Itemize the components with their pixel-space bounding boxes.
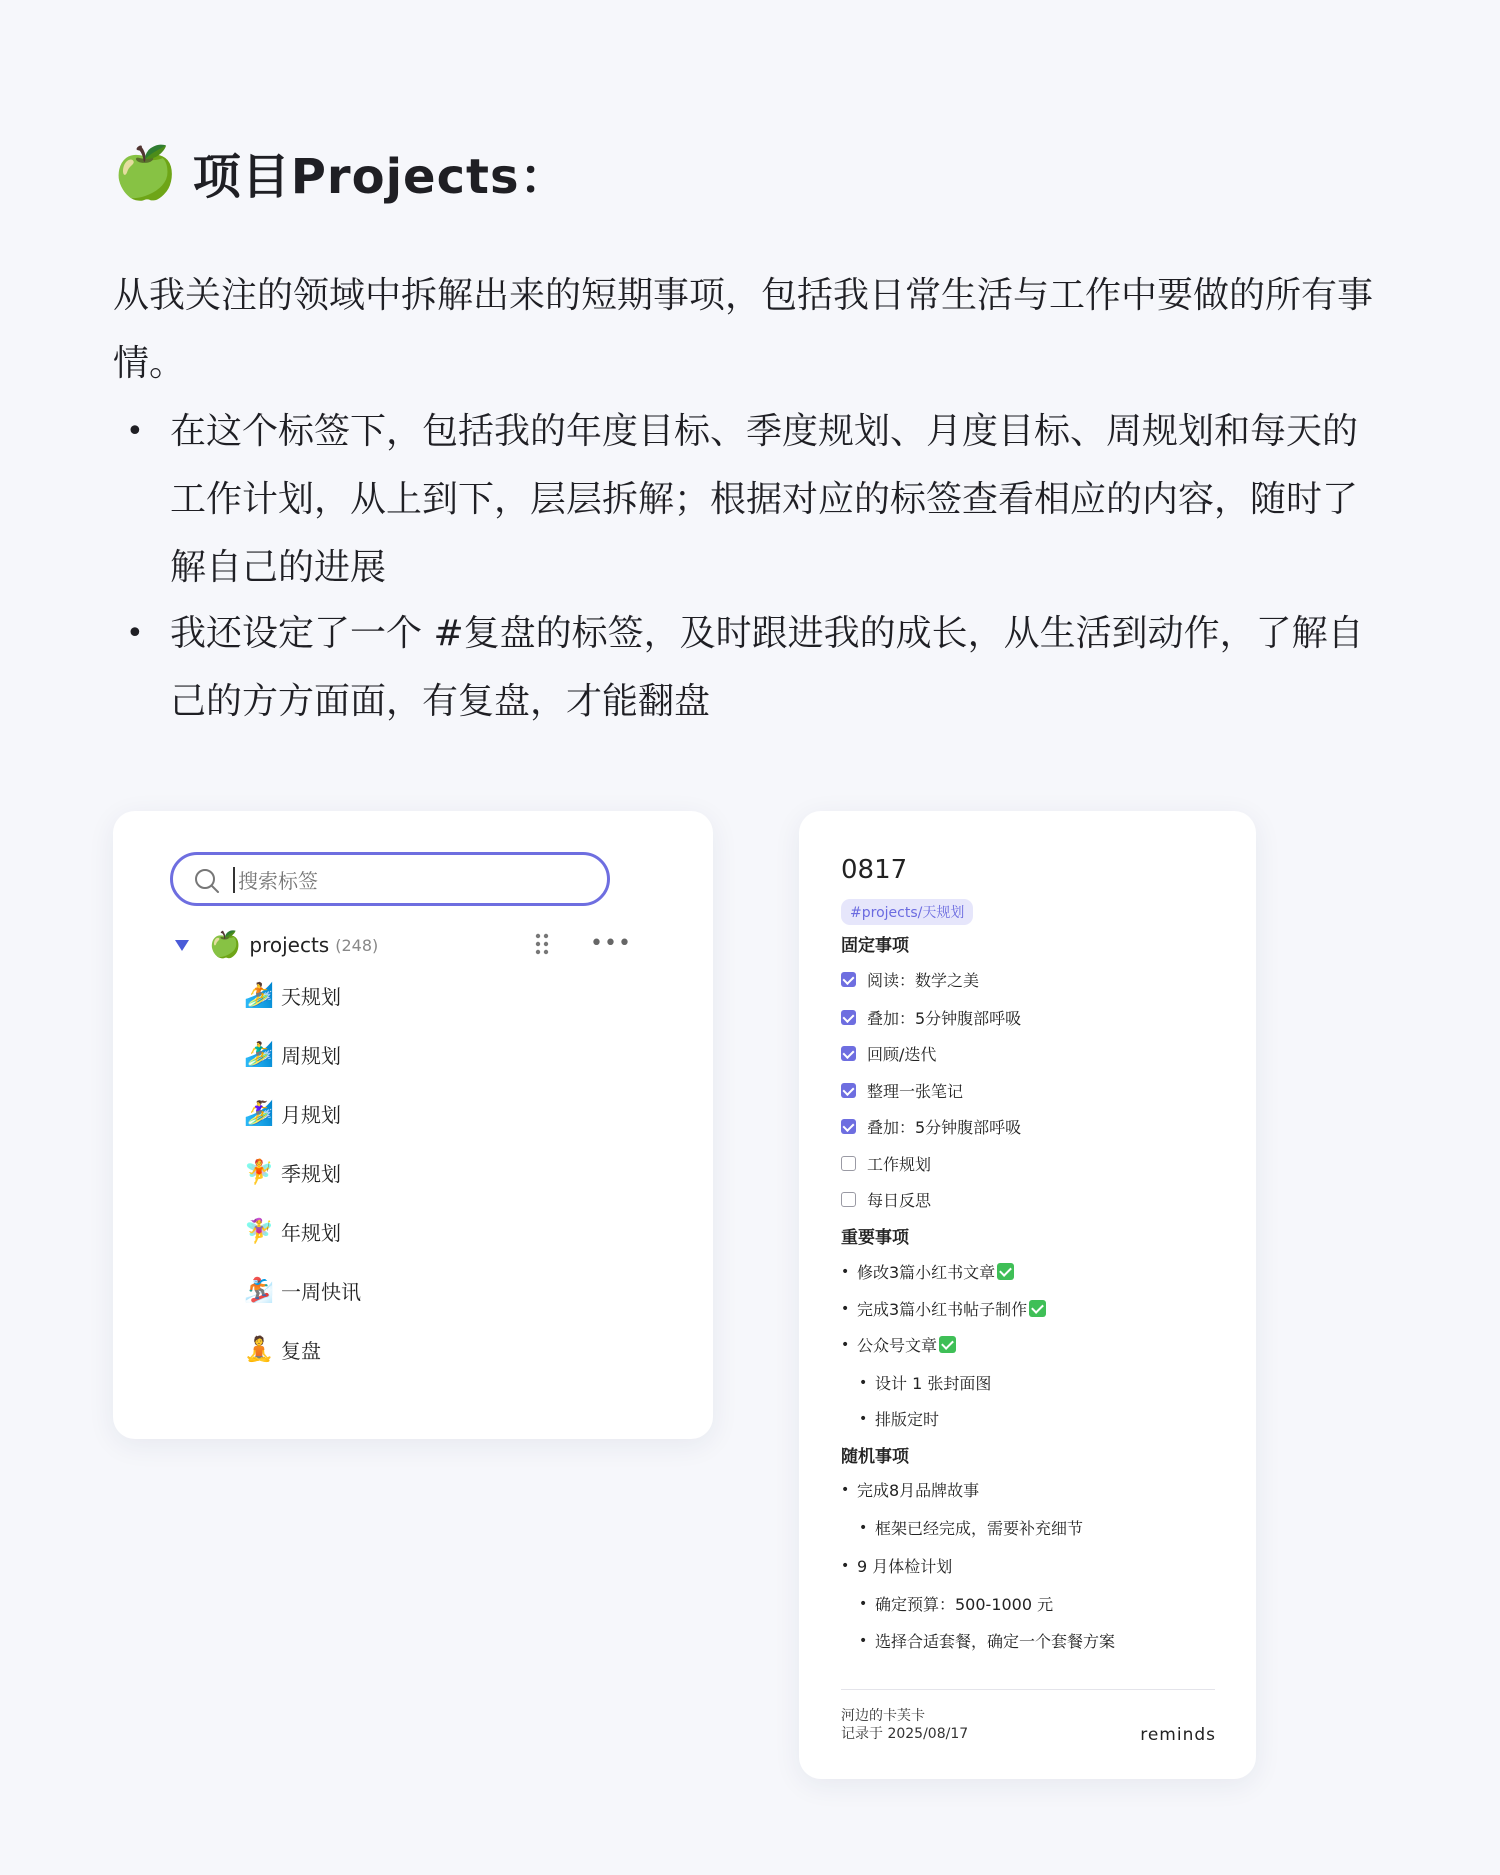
checkbox-unchecked[interactable] — [841, 1156, 856, 1171]
list-item-nested — [859, 1629, 1115, 1652]
list-text: 框架已经完成，需要补充细节 — [875, 1519, 1084, 1538]
list-item-nested — [859, 1371, 991, 1394]
section-heading: 随机事项 — [841, 1447, 909, 1467]
note-tag[interactable]: #projects/天规划 — [841, 899, 973, 925]
surfer-icon: 🏄‍♂️ — [244, 1040, 274, 1068]
footer-divider — [841, 1689, 1215, 1690]
list-text: 公众号文章 — [857, 1336, 938, 1355]
tag-tree-root[interactable] — [175, 927, 645, 963]
bullet-text: 我还设定了一个 #复盘的标签，及时跟进我的成长，从生活到动作，了解自己的方方面面，有复盘，才能翻盘 — [170, 613, 1364, 722]
fairy-icon: 🧚‍♀️ — [244, 1217, 274, 1245]
bullet-dot: • — [859, 1410, 868, 1427]
tag-name: projects — [249, 933, 330, 957]
tag-count: (248) — [335, 935, 379, 955]
bullet-dot: • — [859, 1595, 868, 1612]
checklist-item[interactable] — [841, 1006, 1021, 1029]
tag-child-label: 周规划 — [281, 1043, 341, 1068]
list-text: 确定预算：500-1000 元 — [875, 1595, 1054, 1614]
checklist-item[interactable] — [841, 1188, 931, 1211]
check-mark-icon — [1029, 1300, 1046, 1317]
checkbox-checked[interactable] — [841, 972, 856, 987]
list-item-nested — [859, 1592, 1053, 1615]
tag-tree-child[interactable] — [241, 1270, 361, 1310]
bullet-dot: • — [841, 1481, 850, 1498]
section-heading: 重要事项 — [841, 1228, 909, 1248]
tag-tree-child[interactable] — [241, 1093, 341, 1133]
note-author: 河边的卡芙卡 — [841, 1708, 925, 1724]
checkbox-checked[interactable] — [841, 1083, 856, 1098]
list-text: 9 月体检计划 — [857, 1557, 953, 1576]
bullet-dot: • — [126, 414, 144, 449]
green-apple-icon: 🍏 — [209, 930, 242, 960]
checklist-item[interactable] — [841, 1042, 936, 1065]
note-date: 记录于 2025/08/17 — [841, 1726, 969, 1742]
checklist-text: 回顾/迭代 — [867, 1045, 937, 1064]
tag-panel — [113, 811, 713, 1439]
checkbox-unchecked[interactable] — [841, 1192, 856, 1207]
tag-child-label: 天规划 — [281, 984, 341, 1009]
tag-tree-child[interactable] — [241, 1034, 341, 1074]
list-text: 修改3篇小红书文章 — [857, 1263, 996, 1282]
text-caret — [233, 867, 235, 893]
tag-tree-child[interactable] — [241, 1211, 341, 1251]
meditation-icon: 🧘 — [244, 1335, 274, 1363]
tag-search-box[interactable] — [170, 852, 610, 906]
bullet-dot: • — [126, 616, 144, 651]
bullet-dot: • — [841, 1300, 850, 1317]
tag-child-label: 年规划 — [281, 1220, 341, 1245]
checklist-text: 工作规划 — [867, 1155, 932, 1174]
section-title-text: 项目Projects： — [192, 149, 569, 205]
intro-paragraph: 从我关注的领域中拆解出来的短期事项，包括我日常生活与工作中要做的所有事情。 — [113, 275, 1374, 384]
checklist-item[interactable] — [841, 1115, 1021, 1138]
list-text: 完成3篇小红书帖子制作 — [857, 1300, 1028, 1319]
bullet-dot: • — [841, 1263, 850, 1280]
check-mark-icon — [997, 1263, 1014, 1280]
list-item — [841, 1554, 952, 1577]
checklist-item[interactable] — [841, 1079, 963, 1102]
tag-tree-child[interactable] — [241, 1329, 321, 1369]
checklist-item[interactable] — [841, 1152, 931, 1175]
fairy-icon: 🧚 — [244, 1158, 274, 1186]
list-text: 完成8月品牌故事 — [857, 1481, 980, 1500]
tag-child-label: 一周快讯 — [281, 1279, 361, 1304]
bullet-dot: • — [859, 1374, 868, 1391]
snowboarder-icon: 🏂 — [244, 1276, 274, 1304]
drag-handle-icon[interactable] — [535, 933, 549, 955]
brand-logo: reminds — [1140, 1725, 1216, 1745]
list-item — [841, 1478, 979, 1501]
bullet-dot: • — [841, 1336, 850, 1353]
list-item — [841, 1297, 1046, 1320]
list-text: 排版定时 — [875, 1410, 940, 1429]
tag-child-label: 季规划 — [281, 1161, 341, 1186]
list-text: 选择合适套餐，确定一个套餐方案 — [875, 1632, 1116, 1651]
section-title — [113, 138, 569, 207]
checklist-text: 叠加：5分钟腹部呼吸 — [867, 1009, 1022, 1028]
list-text: 设计 1 张封面图 — [875, 1374, 992, 1393]
checklist-text: 叠加：5分钟腹部呼吸 — [867, 1118, 1022, 1137]
checklist-text: 整理一张笔记 — [867, 1082, 964, 1101]
bullet-dot: • — [859, 1519, 868, 1536]
tag-tree-child[interactable] — [241, 975, 341, 1015]
checkbox-checked[interactable] — [841, 1046, 856, 1061]
note-card — [799, 811, 1256, 1779]
more-options-icon[interactable]: ••• — [590, 931, 632, 956]
tag-search-input[interactable] — [236, 863, 580, 899]
list-item-nested — [859, 1407, 939, 1430]
bullet-text: 在这个标签下，包括我的年度目标、季度规划、月度目标、周规划和每天的工作计划，从上到下，层层拆解；根据对应的标签查看相应的内容，随时了解自己的进展 — [170, 411, 1359, 588]
list-item — [841, 1260, 1014, 1283]
tag-child-label: 月规划 — [281, 1102, 341, 1127]
surfer-icon: 🏄‍♀️ — [244, 1099, 274, 1127]
tag-tree-child[interactable] — [241, 1152, 341, 1192]
bullet-dot: • — [841, 1557, 850, 1574]
note-title: 0817 — [841, 855, 908, 885]
checklist-text: 每日反思 — [867, 1191, 932, 1210]
check-mark-icon — [939, 1336, 956, 1353]
expand-triangle-icon[interactable] — [175, 940, 189, 951]
green-apple-icon: 🍏 — [113, 142, 179, 203]
list-item-nested — [859, 1516, 1083, 1539]
checkbox-checked[interactable] — [841, 1119, 856, 1134]
section-heading: 固定事项 — [841, 936, 909, 956]
tag-child-label: 复盘 — [281, 1338, 321, 1363]
list-item — [841, 1333, 956, 1356]
checklist-item[interactable] — [841, 968, 979, 991]
bullet-item — [126, 600, 1386, 736]
bullet-dot: • — [859, 1632, 868, 1649]
checklist-text: 阅读：数学之美 — [867, 971, 980, 990]
bullet-item — [126, 398, 1386, 602]
surfer-icon: 🏄 — [244, 981, 274, 1009]
checkbox-checked[interactable] — [841, 1010, 856, 1025]
search-icon — [193, 867, 221, 895]
